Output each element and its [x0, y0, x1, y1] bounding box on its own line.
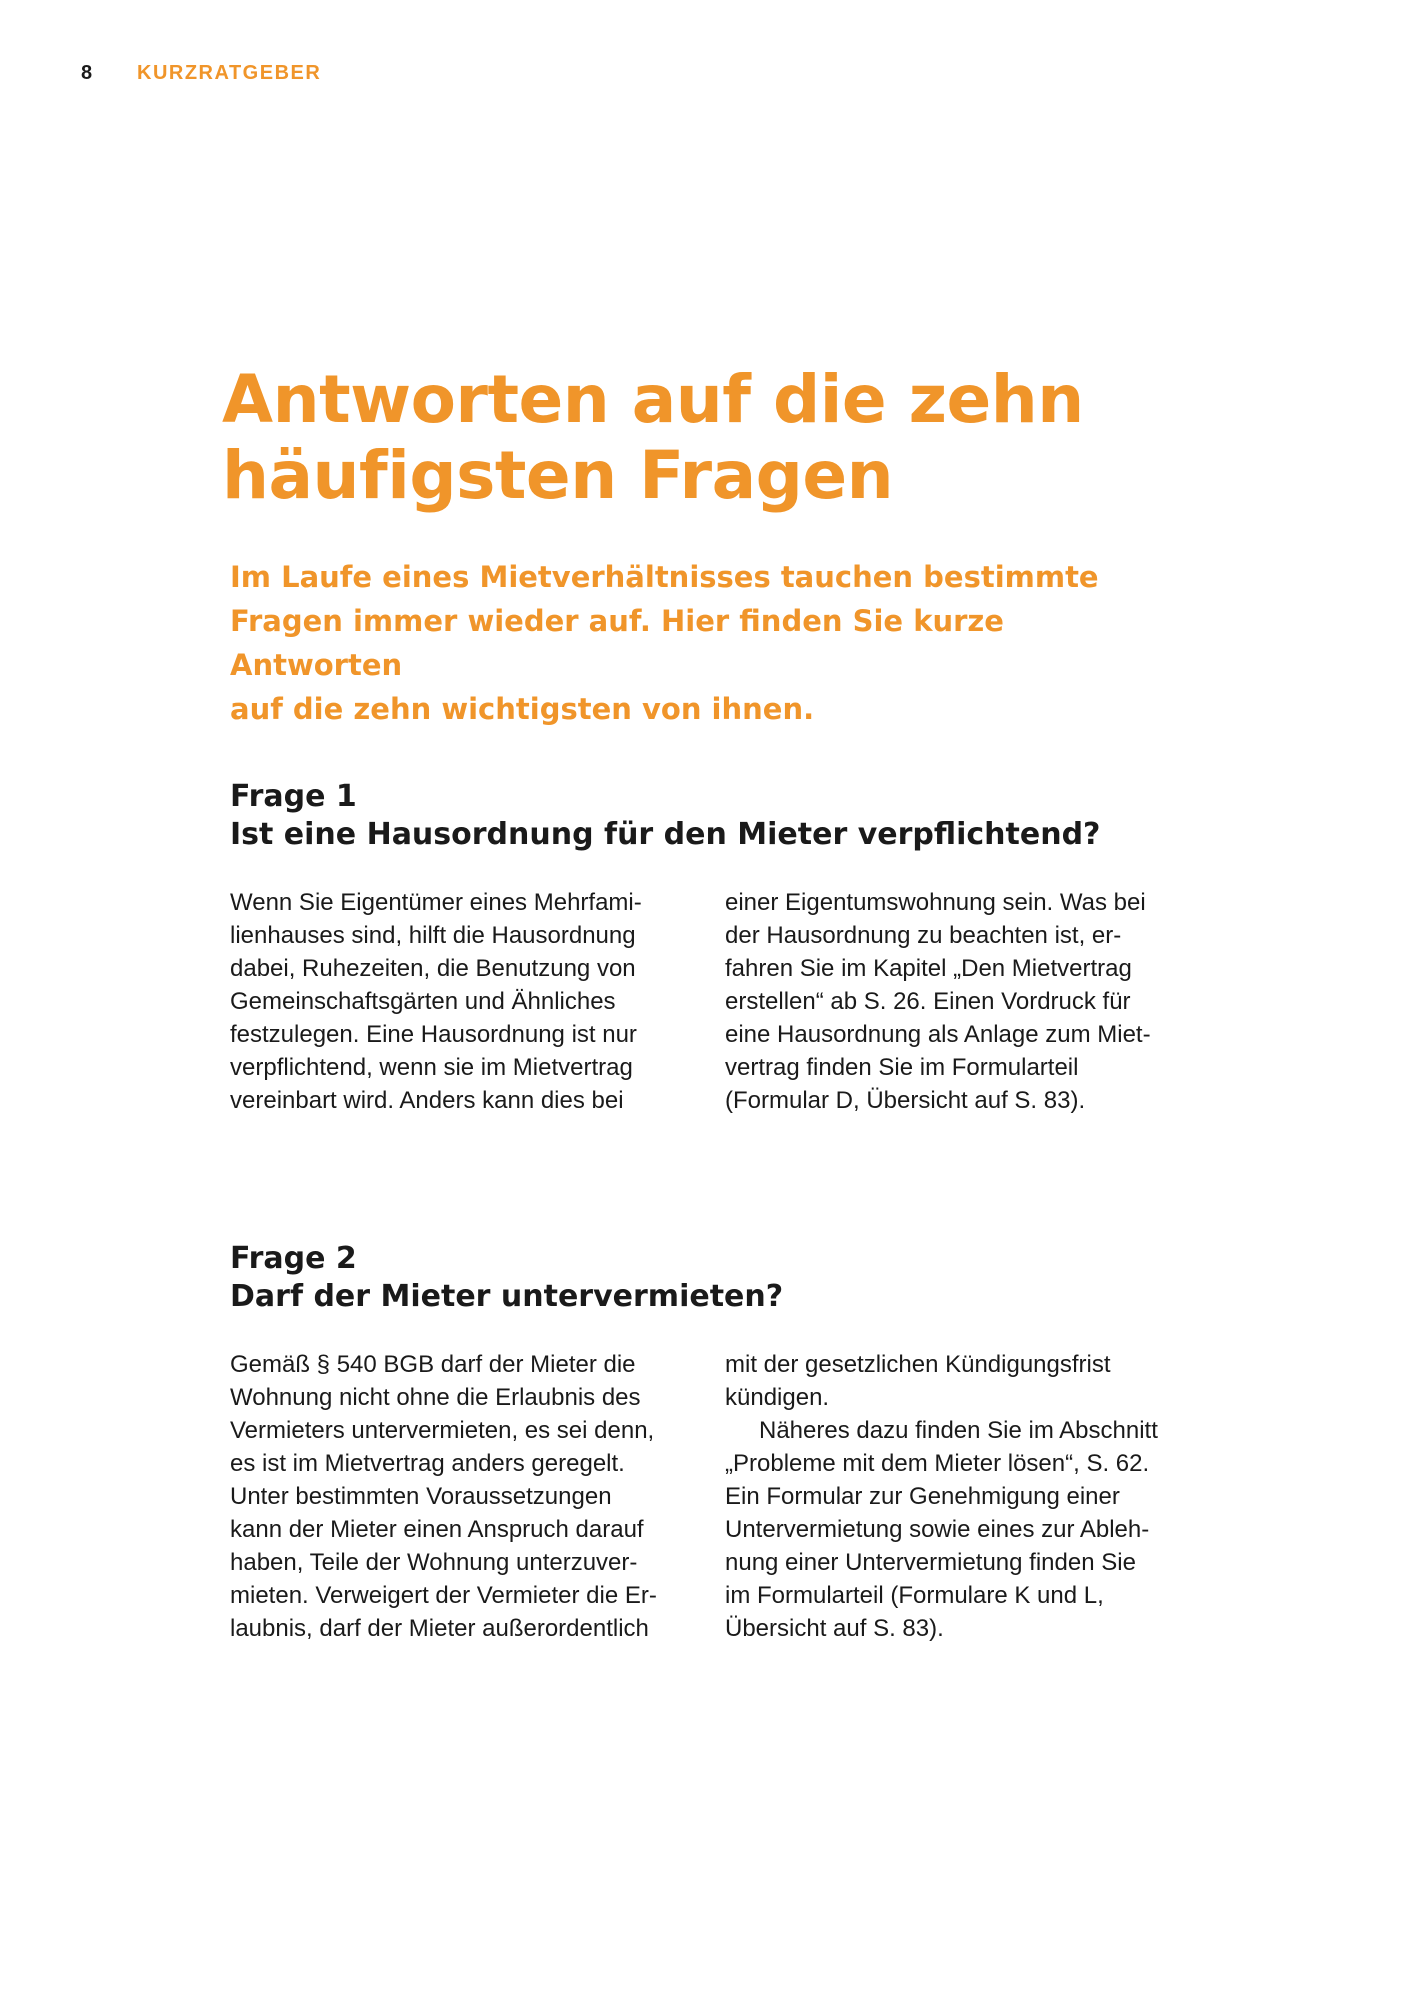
answer-line: Unter bestimmten Voraussetzungen — [230, 1483, 612, 1510]
faq-label: Frage 1 — [230, 779, 357, 814]
answer-line: kann der Mieter einen Anspruch darauf — [230, 1516, 644, 1543]
answer-line: laubnis, darf der Mieter außerordentlich — [230, 1615, 649, 1642]
answer-line: haben, Teile der Wohnung unterzuver- — [230, 1549, 638, 1576]
intro-line: Im Laufe eines Mietverhältnisses tauchen bestimmte — [230, 560, 1099, 594]
answer-line: Gemäß § 540 BGB darf der Mieter die — [230, 1351, 636, 1378]
intro-line: Fragen immer wieder auf. Hier finden Sie kurze Antworten — [230, 604, 1004, 682]
answer-line: erstellen“ ab S. 26. Einen Vordruck für — [725, 988, 1131, 1015]
answer-line: im Formularteil (Formulare K und L, — [725, 1582, 1104, 1609]
answer-column-right — [725, 886, 1180, 1117]
running-head — [81, 62, 321, 85]
answer-line: Vermieters untervermieten, es sei denn, — [230, 1417, 655, 1444]
faq-question-2 — [230, 1240, 1230, 1645]
answer-line: festzulegen. Eine Hausordnung ist nur — [230, 1021, 637, 1048]
intro-text — [230, 555, 1130, 731]
answer-line: (Formular D, Übersicht auf S. 83). — [725, 1087, 1086, 1114]
intro-line: auf die zehn wichtigsten von ihnen. — [230, 692, 815, 726]
faq-label: Frage 2 — [230, 1241, 357, 1276]
answer-line: Übersicht auf S. 83). — [725, 1615, 944, 1642]
answer-line: es ist im Mietvertrag anders geregelt. — [230, 1450, 625, 1477]
page-number: 8 — [81, 62, 94, 84]
faq-answer — [230, 1348, 1230, 1645]
answer-column-right — [725, 1348, 1180, 1645]
answer-line: Wohnung nicht ohne die Erlaubnis des — [230, 1384, 641, 1411]
answer-line: Wenn Sie Eigentümer eines Mehrfami- — [230, 889, 642, 916]
answer-line: Untervermietung sowie eines zur Ableh- — [725, 1516, 1150, 1543]
answer-line: Ein Formular zur Genehmigung einer — [725, 1483, 1120, 1510]
section-label: KURZRATGEBER — [137, 62, 322, 84]
faq-question: Ist eine Hausordnung für den Mieter verpflichtend? — [230, 817, 1101, 852]
answer-line: der Hausordnung zu beachten ist, er- — [725, 922, 1122, 949]
answer-line: dabei, Ruhezeiten, die Benutzung von — [230, 955, 636, 982]
answer-line: mieten. Verweigert der Vermieter die Er- — [230, 1582, 657, 1609]
faq-answer — [230, 886, 1230, 1117]
answer-line: kündigen. — [725, 1384, 830, 1411]
answer-line: fahren Sie im Kapitel „Den Mietvertrag — [725, 955, 1132, 982]
faq-heading — [230, 1240, 1230, 1316]
answer-line: mit der gesetzlichen Kündigungsfrist — [725, 1351, 1111, 1378]
faq-heading — [230, 778, 1230, 854]
title-line: häufigsten Fragen — [222, 437, 894, 514]
answer-column-left — [230, 1348, 685, 1645]
answer-line: Gemeinschaftsgärten und Ähnliches — [230, 988, 616, 1015]
answer-line: „Probleme mit dem Mieter lösen“, S. 62. — [725, 1450, 1150, 1477]
title-line: Antworten auf die zehn — [222, 361, 1084, 438]
answer-line: einer Eigentumswohnung sein. Was bei — [725, 889, 1146, 916]
answer-line: vereinbart wird. Anders kann dies bei — [230, 1087, 624, 1114]
answer-line: lienhauses sind, hilft die Hausordnung — [230, 922, 636, 949]
answer-line: eine Hausordnung als Anlage zum Miet- — [725, 1021, 1151, 1048]
answer-line: verpflichtend, wenn sie im Mietvertrag — [230, 1054, 633, 1081]
faq-question-1 — [230, 778, 1230, 1117]
answer-line: vertrag finden Sie im Formularteil — [725, 1054, 1079, 1081]
faq-question: Darf der Mieter untervermieten? — [230, 1279, 784, 1314]
answer-line: nung einer Untervermietung finden Sie — [725, 1549, 1136, 1576]
answer-line: Näheres dazu finden Sie im Abschnitt — [759, 1417, 1158, 1444]
page-title — [222, 362, 1222, 514]
answer-column-left — [230, 886, 685, 1117]
